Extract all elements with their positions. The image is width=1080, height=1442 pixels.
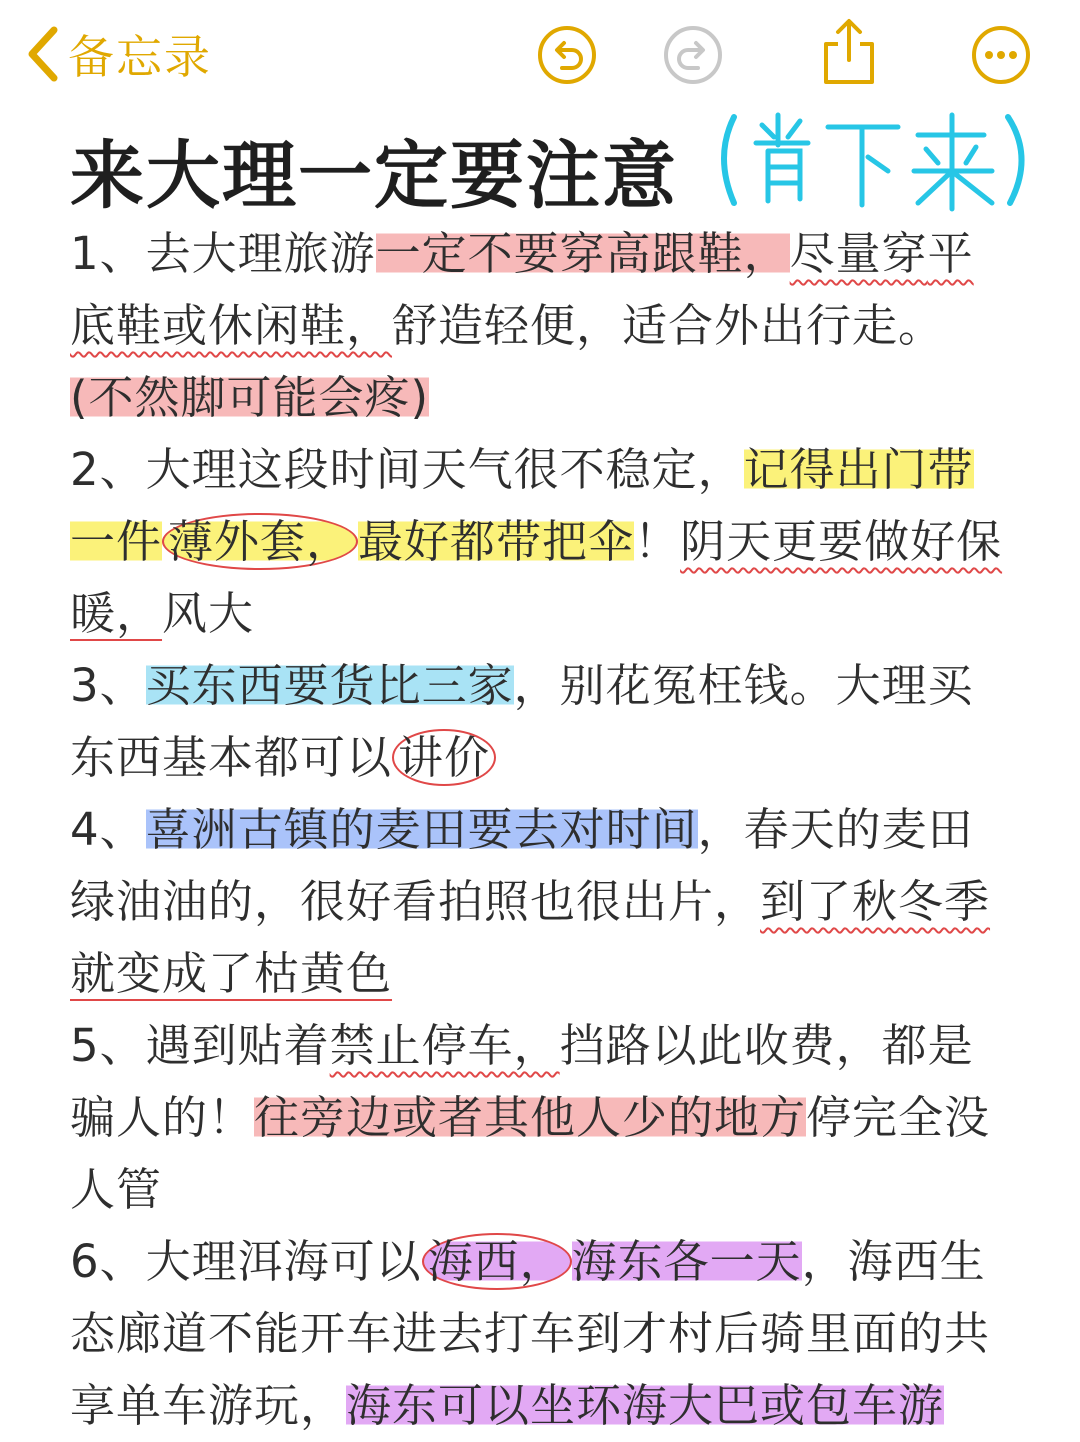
more-icon[interactable] (970, 24, 1032, 86)
highlight: 最好都带把伞 (358, 515, 635, 568)
circled-text: 讲价 (392, 729, 496, 786)
back-button[interactable] (22, 22, 212, 86)
body-line: 享单车游玩，海东可以坐环海大巴或包车游 (70, 1379, 945, 1432)
share-icon[interactable] (818, 16, 880, 78)
highlight: 往旁边或者其他人少的地方 (254, 1091, 807, 1144)
circled-text: 海西， (422, 1233, 572, 1290)
highlight: (不然脚可能会疼) (70, 371, 430, 424)
note-body[interactable] (70, 218, 1020, 1442)
body-line (70, 362, 1020, 434)
highlight: 喜洲古镇的麦田要去对时间 (145, 803, 698, 856)
undo-icon[interactable] (536, 24, 598, 86)
highlight: 记得出门带 (743, 443, 974, 496)
redo-icon[interactable] (662, 24, 724, 86)
chevron-left-icon (22, 24, 62, 84)
title-row (70, 105, 1060, 219)
handwritten-annotation (712, 105, 1042, 215)
body-line: 4、喜洲古镇的麦田要去对时间，春天的麦田 (70, 803, 974, 856)
highlight: 海东各一天 (571, 1235, 802, 1288)
body-line: 东西基本都可以 讲价 (70, 722, 1020, 794)
highlight: 买东西要货比三家 (145, 659, 514, 712)
body-line: 暖，风大 (70, 587, 255, 640)
body-line: 绿油油的，很好看拍照也很出片，到了秋冬季 (70, 875, 991, 928)
highlight: 海东可以坐环海大巴或包车游 (346, 1379, 945, 1432)
back-label: 备忘录 (68, 30, 212, 84)
circled-text: 薄外套， (162, 513, 358, 570)
body-line: 一件 薄外套， 最好都带把伞！阴天更要做好保 (70, 515, 1003, 568)
body-line: 骗人的！往旁边或者其他人少的地方停完全没 (70, 1091, 991, 1144)
body-line: 1、去大理旅游一定不要穿高跟鞋，尽量穿平 (70, 227, 974, 280)
body-line: 人管 (70, 1163, 163, 1216)
body-line: 就变成了枯黄色 (70, 947, 393, 1000)
highlight: 一件 (70, 515, 163, 568)
body-line: 6、大理洱海可以 海西， 海东各一天，海西生 (70, 1235, 986, 1288)
body-line: 3、买东西要货比三家，别花冤枉钱。大理买 (70, 659, 974, 712)
highlight: 一定不要穿高跟鞋， (375, 227, 790, 280)
body-line: 5、遇到贴着禁止停车，挡路以此收费，都是 (70, 1019, 974, 1072)
body-line: 态廊道不能开车进去打车到才村后骑里面的共 (70, 1307, 991, 1360)
body-line: 底鞋或休闲鞋，舒造轻便，适合外出行走。 (70, 299, 945, 352)
body-line: 2、大理这段时间天气很不稳定，记得出门带 (70, 443, 974, 496)
note-title[interactable]: 来大理一定要注意 (70, 133, 678, 219)
navigation-bar (0, 0, 1080, 110)
